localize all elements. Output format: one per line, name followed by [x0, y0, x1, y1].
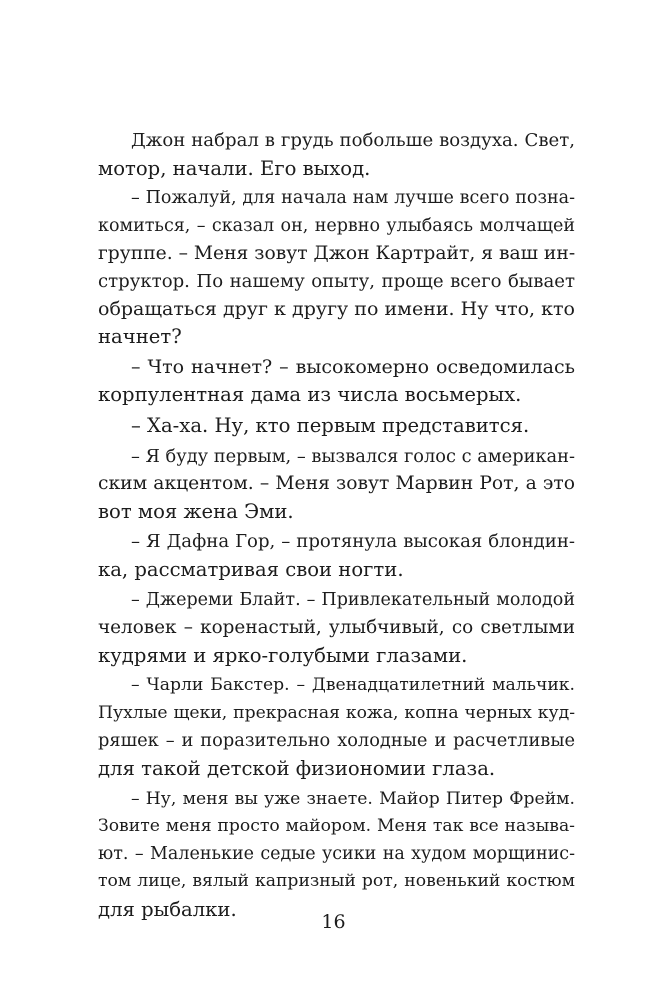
paragraph	[98, 412, 575, 440]
text-line: – Ну, меня вы уже знаете. Майор Питер Фрейм.	[131, 788, 575, 809]
text-line: Джон набрал в грудь побольше воздуха. Свет,	[131, 130, 575, 151]
text-line: кудрями и ярко-голубыми глазами.	[98, 643, 468, 667]
text-line: том лице, вялый капризный рот, новенький костюм	[98, 871, 575, 892]
paragraph	[98, 443, 575, 526]
text-line: вот моя жена Эми.	[98, 499, 294, 523]
paragraph	[98, 127, 575, 182]
text-line: ряшек – и поразительно холодные и расчетливые	[98, 730, 575, 752]
text-line: ка, рассматривая свои ногти.	[98, 557, 404, 581]
page-number: 16	[321, 911, 346, 933]
text-line: Пухлые щеки, прекрасная кожа, копна черных куд-	[98, 702, 575, 723]
text-line: – Я Дафна Гор, – протянула высокая блондин-	[131, 531, 575, 553]
text-line: – Я буду первым, – вызвался голос с американ-	[131, 445, 575, 467]
paragraph	[98, 185, 575, 351]
text-line: Зовите меня просто майором. Меня так все называ-	[98, 816, 575, 837]
paragraph	[98, 587, 575, 670]
paragraph	[98, 786, 575, 924]
paragraph	[98, 528, 575, 583]
text-line: для рыбалки.	[98, 898, 237, 922]
text-line: начнет?	[98, 325, 182, 349]
text-line: – Пожалуй, для начала нам лучше всего позна-	[131, 188, 575, 209]
text-line: структор. По нашему опыту, проще всего бывает	[98, 270, 575, 292]
text-line: ют. – Маленькие седые усики на худом морщинис-	[98, 843, 575, 864]
text-line: комиться, – сказал он, нервно улыбаясь молчащей	[98, 215, 575, 236]
body-text	[98, 127, 575, 924]
text-line: – Чарли Бакстер. – Двенадцатилетний мальчик.	[131, 675, 575, 696]
text-line: корпулентная дама из числа восьмерых.	[98, 383, 522, 407]
text-line: человек – коренастый, улыбчивый, со светлыми	[98, 617, 575, 639]
text-line: – Что начнет? – высокомерно осведомилась	[131, 355, 575, 378]
text-line: группе. – Меня зовут Джон Картрайт, я ваш ин-	[98, 243, 576, 265]
paragraph	[98, 354, 575, 409]
text-line: обращаться друг к другу по имени. Ну что, кто	[98, 297, 575, 320]
text-line: ским акцентом. – Меня зовут Марвин Рот, а это	[98, 473, 575, 495]
paragraph	[98, 672, 575, 782]
text-line: – Джереми Блайт. – Привлекательный молодой	[131, 589, 575, 610]
text-line: мотор, начали. Его выход.	[98, 156, 371, 180]
text-line: для такой детской физиономии глаза.	[98, 757, 496, 781]
text-line: – Ха-ха. Ну, кто первым представится.	[131, 413, 530, 437]
